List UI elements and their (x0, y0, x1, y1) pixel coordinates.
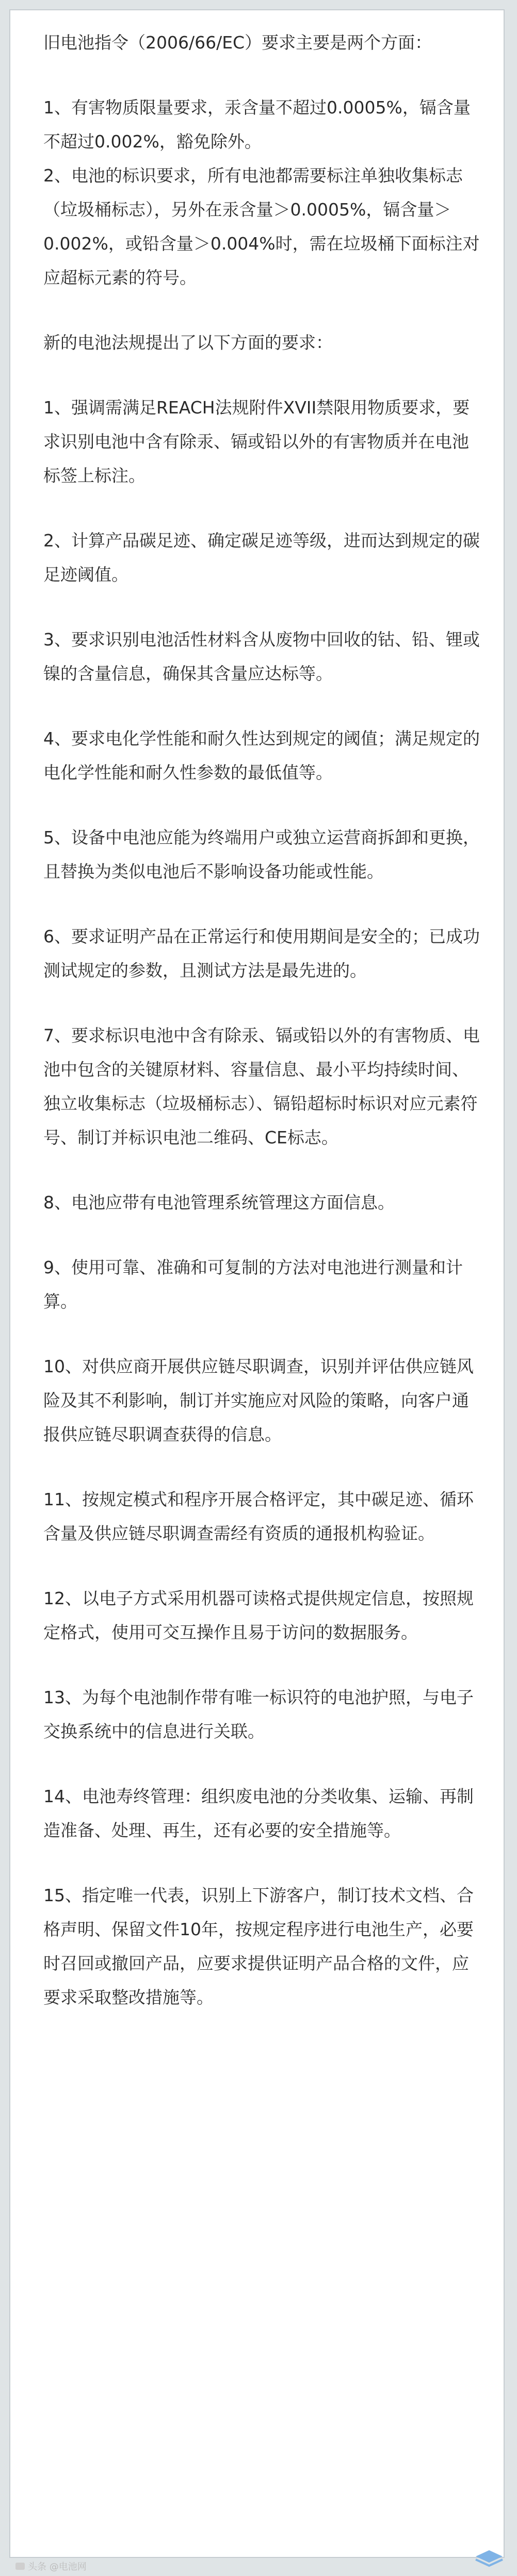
requirement-item: 13、为每个电池制作带有唯一标识符的电池护照，与电子交换系统中的信息进行关联。 (43, 1687, 474, 1741)
watermark (15, 2560, 87, 2573)
requirement-item: 8、电池应带有电池管理系统管理这方面信息。 (43, 1192, 395, 1212)
requirement-item: 7、要求标识电池中含有除汞、镉或铅以外的有害物质、电池中包含的关键原材料、容量信息、最小平均持续时间、独立收集标志（垃圾桶标志）、镉铅超标时标识对应元素符号、制订并标识电池二维码、CE标志。 (43, 1025, 480, 1148)
requirement-item: 1、强调需满足REACH法规附件XVII禁限用物质要求，要求识别电池中含有除汞、镉或铅以外的有害物质并在电池标签上标注。 (43, 397, 470, 486)
document-body (10, 10, 504, 2015)
requirement-item: 10、对供应商开展供应链尽职调查，识别并评估供应链风险及其不利影响，制订并实施应对风险的策略，向客户通报供应链尽职调查获得的信息。 (43, 1356, 474, 1444)
requirement-item: 4、要求电化学性能和耐久性达到规定的阈值；满足规定的电化学性能和耐久性参数的最低值等。 (43, 728, 480, 783)
toutiao-logo-icon (15, 2563, 25, 2570)
requirement-item: 11、按规定模式和程序开展合格评定，其中碳足迹、循环含量及供应链尽职调查需经有资质的通报机构验证。 (43, 1489, 474, 1543)
requirement-item: 15、指定唯一代表，识别上下游客户，制订技术文档、合格声明、保留文件10年，按规定程序进行电池生产，必要时召回或撤回产品，应要求提供证明产品合格的文件，应要求采取整改措施等。 (43, 1885, 474, 2007)
requirement-item: 12、以电子方式采用机器可读格式提供规定信息，按照规定格式，使用可交互操作且易于访问的数据服务。 (43, 1588, 474, 1642)
document-frame (9, 9, 505, 2558)
requirement-item: 14、电池寿终管理：组织废电池的分类收集、运输、再制造准备、处理、再生，还有必要的安全措施等。 (43, 1786, 474, 1840)
requirement-item: 2、计算产品碳足迹、确定碳足迹等级，进而达到规定的碳足迹阈值。 (43, 530, 480, 585)
intro-title: 旧电池指令（2006/66/EC）要求主要是两个方面： (43, 32, 432, 53)
intro-item: 2、电池的标识要求，所有电池都需要标注单独收集标志（垃圾桶标志），另外在汞含量＞0.0005%，镉含量＞0.002%，或铅含量＞0.004%时，需在垃圾桶下面标注对应超标元素的符号。 (43, 165, 480, 288)
requirement-item: 6、要求证明产品在正常运行和使用期间是安全的；已成功测试规定的参数，且测试方法是最先进的。 (43, 926, 480, 980)
watermark-text: 头条 @电池网 (28, 2562, 87, 2572)
layers-icon (474, 2548, 505, 2569)
intro-item: 1、有害物质限量要求，汞含量不超过0.0005%，镉含量不超过0.002%，豁免除外。 (43, 97, 471, 152)
section-title: 新的电池法规提出了以下方面的要求： (43, 333, 333, 353)
requirement-item: 3、要求识别电池活性材料含从废物中回收的钴、铅、锂或镍的含量信息，确保其含量应达标等。 (43, 629, 480, 684)
requirement-item: 9、使用可靠、准确和可复制的方法对电池进行测量和计算。 (43, 1257, 463, 1311)
requirement-item: 5、设备中电池应能为终端用户或独立运营商拆卸和更换，且替换为类似电池后不影响设备功能或性能。 (43, 827, 480, 882)
